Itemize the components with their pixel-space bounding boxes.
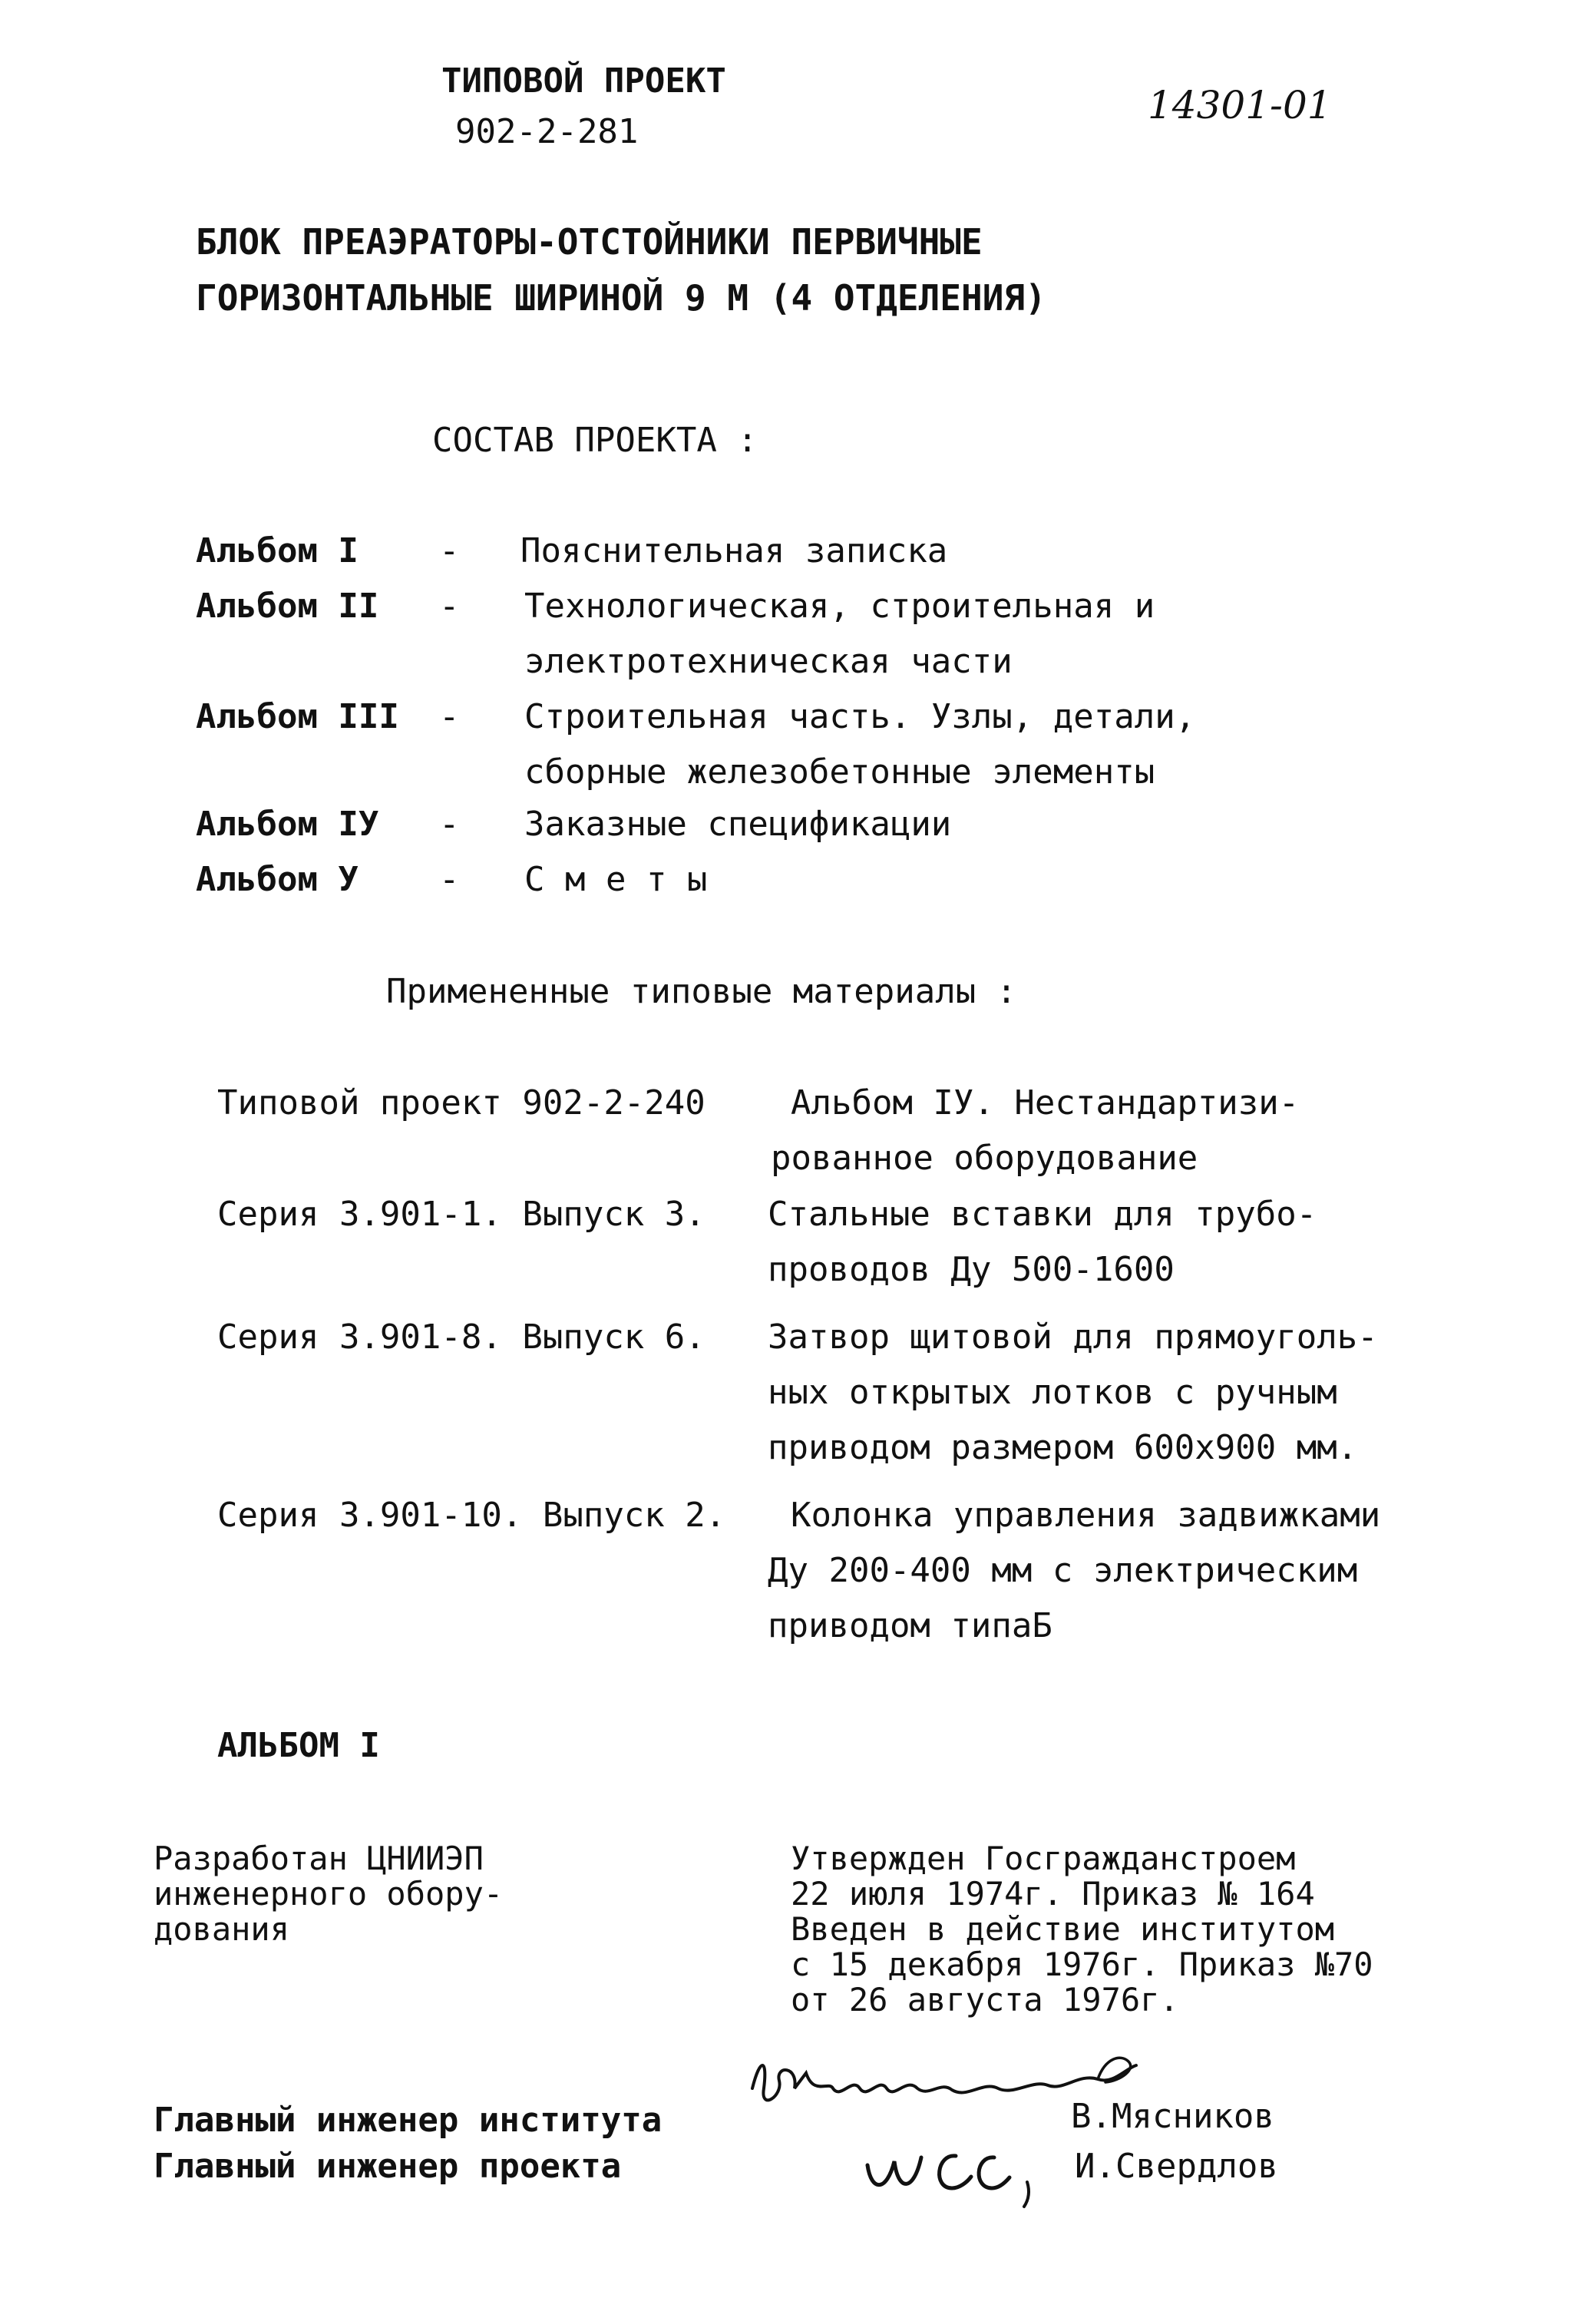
- album-dash: -: [439, 860, 460, 899]
- signer-name: И.Свердлов: [1075, 2147, 1278, 2186]
- material-description: проводов Ду 500-1600: [768, 1250, 1175, 1289]
- signature-role: Главный инженер проекта: [154, 2147, 622, 2186]
- approval-line: Утвержден Госгражданстроем: [791, 1840, 1296, 1877]
- album-name: Альбом I: [196, 531, 359, 570]
- album-description: Строительная часть. Узлы, детали,: [524, 697, 1196, 736]
- approval-line: с 15 декабря 1976г. Приказ №70: [791, 1946, 1373, 1983]
- inventory-number: 14301-01: [1148, 83, 1332, 127]
- album-description: Пояснительная записка: [520, 531, 948, 570]
- project-type: ТИПОВОЙ ПРОЕКТ: [441, 61, 726, 101]
- album-name: Альбом IУ: [196, 805, 379, 844]
- album-name: Альбом II: [196, 587, 379, 626]
- material-description: приводом типаБ: [768, 1606, 1052, 1645]
- approval-line: Введен в действие институтом: [791, 1910, 1335, 1948]
- developer-line: инженерного обору-: [154, 1875, 504, 1913]
- approval-line: от 26 августа 1976г.: [791, 1981, 1179, 2018]
- album-description: сборные железобетонные элементы: [524, 752, 1155, 792]
- material-reference: Серия 3.901-8. Выпуск 6.: [217, 1318, 705, 1357]
- material-description: Стальные вставки для трубо-: [768, 1195, 1317, 1234]
- album-description: С м е т ы: [524, 860, 708, 899]
- album-name: Альбом III: [196, 697, 399, 736]
- material-description: Затвор щитовой для прямоуголь-: [768, 1318, 1378, 1357]
- material-description: ных открытых лотков с ручным: [768, 1373, 1337, 1412]
- album-dash: -: [439, 697, 460, 736]
- document-title-line-1: БЛОК ПРЕАЭРАТОРЫ-ОТСТОЙНИКИ ПЕРВИЧНЫЕ: [196, 221, 983, 263]
- material-reference: Серия 3.901-10. Выпуск 2.: [217, 1496, 726, 1535]
- handwritten-signature-2: [860, 2127, 1044, 2211]
- project-number: 902-2-281: [455, 112, 639, 151]
- album-description: электротехническая части: [524, 642, 1013, 681]
- signer-name: В.Мясников: [1071, 2097, 1274, 2136]
- material-reference: Типовой проект 902-2-240: [217, 1083, 705, 1122]
- developer-line: Разработан ЦНИИЭП: [154, 1840, 484, 1877]
- album-description: Заказные спецификации: [524, 805, 952, 844]
- material-reference: Серия 3.901-1. Выпуск 3.: [217, 1195, 705, 1234]
- album-label: АЛЬБОМ I: [217, 1726, 380, 1765]
- signature-role: Главный инженер института: [154, 2101, 663, 2140]
- material-description: Альбом IУ. Нестандартизи-: [791, 1083, 1300, 1122]
- document-title-line-2: ГОРИЗОНТАЛЬНЫЕ ШИРИНОЙ 9 М (4 ОТДЕЛЕНИЯ): [196, 277, 1046, 319]
- developer-line: дования: [154, 1910, 290, 1948]
- material-description: Ду 200-400 мм с электрическим: [768, 1551, 1358, 1590]
- album-name: Альбом У: [196, 860, 359, 899]
- album-dash: -: [439, 531, 460, 570]
- materials-heading: Примененные типовые материалы :: [386, 972, 1017, 1011]
- album-dash: -: [439, 587, 460, 626]
- handwritten-signature-1: [737, 2042, 1167, 2134]
- album-description: Технологическая, строительная и: [524, 587, 1155, 626]
- album-dash: -: [439, 805, 460, 844]
- material-description: рованное оборудование: [771, 1139, 1198, 1178]
- material-description: приводом размером 600х900 мм.: [768, 1428, 1358, 1467]
- composition-heading: СОСТАВ ПРОЕКТА :: [432, 421, 758, 460]
- material-description: Колонка управления задвижками: [791, 1496, 1381, 1535]
- approval-line: 22 июля 1974г. Приказ № 164: [791, 1875, 1315, 1913]
